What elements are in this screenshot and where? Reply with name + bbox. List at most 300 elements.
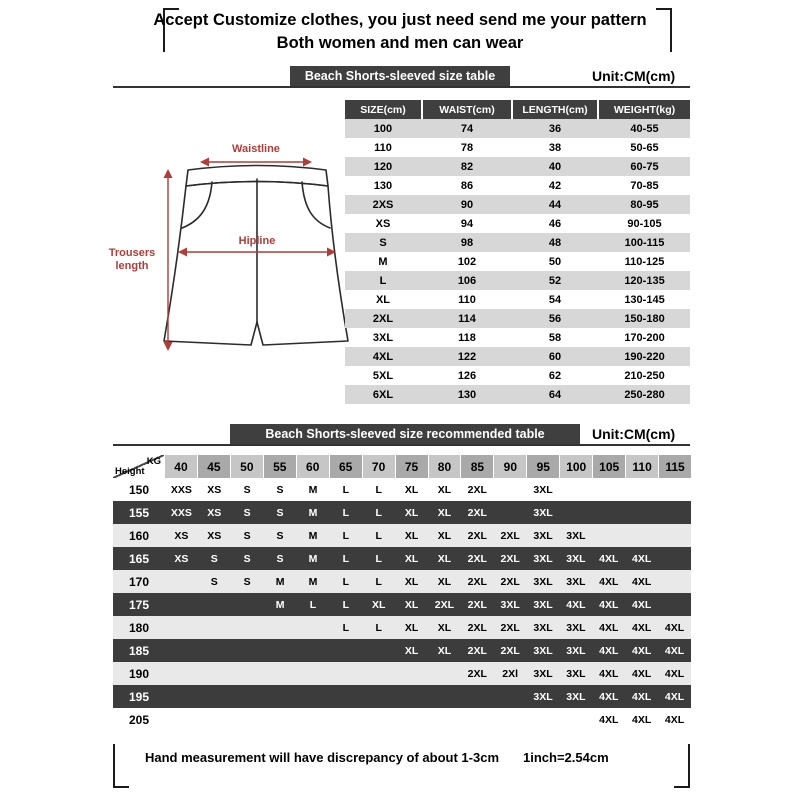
- recommend-cell: 4XL: [632, 621, 652, 634]
- recommend-cell: [560, 478, 593, 501]
- recommend-cell: 4XL: [566, 598, 586, 611]
- recommend-cell: S: [276, 506, 284, 519]
- waistline-arrowhead-left: [200, 158, 209, 167]
- size-table-cell: 210-250: [624, 369, 665, 382]
- recommend-cell: S: [243, 575, 251, 588]
- size-table-cell: 118: [458, 331, 476, 344]
- size-table-cell: 250-280: [624, 388, 665, 401]
- recommend-cell: 3XL: [533, 621, 553, 634]
- size-table-cell: 90: [460, 198, 474, 211]
- size-table-cell: 40: [548, 160, 562, 173]
- inch-conversion-note: 1inch=2.54cm: [523, 750, 609, 765]
- recommend-cell: L: [375, 552, 382, 565]
- recommend-cell: S: [243, 483, 251, 496]
- weight-column-header: 110: [626, 455, 659, 478]
- recommend-cell: 4XL: [664, 621, 685, 634]
- recommend-cell: XL: [371, 598, 386, 611]
- recommend-cell: 4XL: [664, 644, 685, 657]
- size-table-body: [345, 119, 690, 404]
- recommend-cell: L: [342, 529, 350, 542]
- header-line2: Both women and men can wear: [276, 34, 524, 52]
- waistline-arrowhead-right: [303, 158, 312, 167]
- size-table-row: [345, 176, 690, 195]
- recommend-cell: [297, 616, 330, 639]
- section2-divider: [113, 444, 690, 446]
- recommend-cell: [461, 685, 494, 708]
- recommend-cell: [527, 708, 560, 731]
- recommend-cell: [198, 639, 231, 662]
- recommend-row: [113, 685, 691, 708]
- section1-divider: [113, 86, 690, 88]
- recommend-cell: XL: [404, 644, 419, 657]
- recommend-cell: XS: [207, 483, 222, 496]
- recommend-cell: 2XL: [500, 644, 520, 657]
- weight-column-header: 45: [198, 455, 231, 478]
- size-table-cell: 86: [460, 179, 474, 192]
- weight-column-header: 85: [461, 455, 494, 478]
- recommend-cell: [494, 501, 527, 524]
- size-table-cell: 170-200: [624, 331, 665, 344]
- size-table-cell: 90-105: [627, 217, 662, 230]
- recommend-row: [113, 547, 691, 570]
- weight-column-header: 75: [396, 455, 429, 478]
- recommend-cell: 2XL: [467, 598, 487, 611]
- recommend-table: [113, 455, 691, 731]
- recommend-cell: [428, 685, 461, 708]
- recommend-cell: XS: [174, 529, 189, 542]
- height-cell: 195: [128, 689, 150, 704]
- recommend-cell: [264, 616, 297, 639]
- recommend-cell: 2XL: [500, 529, 520, 542]
- recommend-table-body: [113, 478, 691, 731]
- section1-unit-label: Unit:CM(cm): [592, 68, 676, 84]
- size-table-column-header: LENGTH(cm): [513, 100, 597, 119]
- recommend-cell: L: [342, 621, 350, 634]
- size-table-row: [345, 309, 690, 328]
- recommend-cell: [198, 593, 231, 616]
- recommend-row: [113, 639, 691, 662]
- size-table-cell: 130: [373, 179, 393, 192]
- recommend-cell: 3XL: [566, 644, 586, 657]
- height-cell: 155: [128, 505, 150, 520]
- recommend-cell: 2Xl: [502, 667, 519, 680]
- recommend-cell: XL: [404, 621, 419, 634]
- recommend-row: [113, 501, 691, 524]
- height-cell: 185: [128, 643, 150, 658]
- recommend-cell: M: [275, 598, 285, 611]
- size-table-cell: 78: [460, 141, 474, 154]
- size-table-cell: 3XL: [372, 331, 394, 344]
- recommend-cell: L: [375, 506, 382, 519]
- recommend-cell: XL: [437, 621, 452, 634]
- recommend-cell: 3XL: [533, 575, 553, 588]
- recommend-row: [113, 662, 691, 685]
- recommend-cell: 4XL: [664, 667, 685, 680]
- size-table-cell: 50-65: [630, 141, 659, 154]
- recommend-cell: L: [309, 598, 317, 611]
- size-table-row: [345, 138, 690, 157]
- trousers-length-arrowhead-bottom: [164, 342, 173, 351]
- size-table-row: [345, 271, 690, 290]
- recommend-cell: 4XL: [632, 667, 652, 680]
- recommend-cell: S: [276, 483, 284, 496]
- recommend-cell: [198, 685, 231, 708]
- recommend-cell: 4XL: [599, 667, 619, 680]
- recommend-cell: S: [243, 552, 251, 565]
- recommend-cell: 4XL: [664, 713, 685, 726]
- recommend-cell: [658, 547, 691, 570]
- recommend-cell: L: [375, 483, 382, 496]
- recommend-cell: S: [243, 529, 251, 542]
- recommend-cell: XL: [404, 529, 419, 542]
- recommend-cell: L: [342, 506, 350, 519]
- size-table-cell: 82: [460, 160, 474, 173]
- recommend-cell: [165, 639, 198, 662]
- size-table-row: [345, 252, 690, 271]
- recommend-cell: M: [308, 552, 318, 565]
- weight-column-header: 115: [659, 455, 691, 478]
- recommend-cell: [231, 616, 264, 639]
- recommend-cell: [395, 685, 428, 708]
- recommend-cell: 3XL: [566, 575, 586, 588]
- recommend-cell: [329, 685, 362, 708]
- recommend-cell: 2XL: [434, 598, 455, 611]
- recommend-cell: L: [375, 575, 382, 588]
- recommend-cell: 2XL: [467, 644, 487, 657]
- recommend-cell: 4XL: [632, 644, 652, 657]
- recommend-cell: XXS: [170, 483, 192, 496]
- recommend-cell: [329, 662, 362, 685]
- size-table-cell: 120: [373, 160, 393, 173]
- size-table-cell: XL: [375, 293, 391, 306]
- corner-cell: [113, 455, 165, 478]
- recommend-cell: [658, 570, 691, 593]
- recommend-cell: [658, 524, 691, 547]
- weight-column-header: 40: [165, 455, 198, 478]
- recommend-row: [113, 570, 691, 593]
- recommend-cell: [362, 662, 395, 685]
- trousers-length-label: Trousers length: [108, 247, 156, 272]
- shorts-left-pocket: [182, 182, 212, 228]
- recommend-cell: [461, 708, 494, 731]
- recommend-cell: XS: [207, 506, 222, 519]
- recommend-cell: [592, 501, 625, 524]
- recommend-cell: 4XL: [632, 575, 652, 588]
- size-table-row: [345, 290, 690, 309]
- recommend-cell: 4XL: [632, 552, 652, 565]
- measurement-note: Hand measurement will have discrepancy of about 1-3cm: [145, 750, 500, 765]
- recommend-cell: L: [342, 552, 350, 565]
- recommend-cell: XL: [437, 644, 452, 657]
- recommend-cell: [264, 639, 297, 662]
- hipline-arrowhead-left: [178, 248, 187, 257]
- size-table-cell: 114: [458, 312, 476, 325]
- recommend-cell: XL: [404, 575, 419, 588]
- recommend-cell: 3XL: [566, 667, 586, 680]
- recommend-cell: 3XL: [566, 552, 586, 565]
- weight-column-header: 70: [363, 455, 396, 478]
- recommend-cell: S: [276, 529, 284, 542]
- recommend-cell: L: [375, 529, 382, 542]
- recommend-cell: XL: [404, 598, 419, 611]
- recommend-cell: [297, 685, 330, 708]
- size-table-cell: 70-85: [630, 179, 659, 192]
- size-table-cell: 62: [548, 369, 562, 382]
- recommend-cell: 4XL: [599, 690, 619, 703]
- size-table-cell: 150-180: [624, 312, 665, 325]
- size-table-cell: 6XL: [372, 388, 394, 401]
- recommend-cell: [231, 639, 264, 662]
- recommend-cell: [165, 708, 198, 731]
- recommend-cell: 2XL: [467, 529, 487, 542]
- recommend-cell: [560, 708, 593, 731]
- size-table-row: [345, 119, 690, 138]
- recommend-cell: M: [308, 483, 318, 496]
- recommend-cell: [362, 685, 395, 708]
- recommend-cell: 4XL: [632, 598, 652, 611]
- size-table-cell: 60: [548, 350, 562, 363]
- shorts-right-pocket: [302, 182, 330, 228]
- size-table-cell: 52: [548, 274, 562, 287]
- recommend-table-header-row: [113, 455, 691, 478]
- section2-title-bar: Beach Shorts-sleeved size recommended table: [230, 424, 580, 445]
- size-table-cell: 80-95: [630, 198, 659, 211]
- recommend-cell: [329, 639, 362, 662]
- weight-column-header: 105: [593, 455, 626, 478]
- recommend-cell: 3XL: [533, 529, 553, 542]
- recommend-cell: 3XL: [533, 644, 553, 657]
- recommend-cell: [231, 708, 264, 731]
- size-table-cell: 130-145: [624, 293, 665, 306]
- recommend-cell: [625, 478, 658, 501]
- recommend-cell: 3XL: [566, 690, 586, 703]
- recommend-cell: [428, 662, 461, 685]
- size-table-row: [345, 347, 690, 366]
- size-table-row: [345, 328, 690, 347]
- recommend-cell: [231, 685, 264, 708]
- recommend-cell: [297, 639, 330, 662]
- size-table-cell: 126: [457, 369, 477, 382]
- size-table-cell: 130: [457, 388, 477, 401]
- recommend-cell: 2XL: [467, 483, 487, 496]
- recommend-cell: [362, 639, 395, 662]
- recommend-cell: 4XL: [632, 713, 652, 726]
- recommend-cell: [165, 593, 198, 616]
- size-table-cell: L: [379, 274, 387, 287]
- height-cell: 150: [128, 482, 150, 497]
- height-cell: 190: [128, 666, 150, 681]
- recommend-cell: XL: [437, 506, 452, 519]
- size-table-cell: 106: [457, 274, 477, 287]
- recommend-cell: [165, 662, 198, 685]
- recommend-cell: [428, 708, 461, 731]
- size-table-cell: 4XL: [372, 350, 394, 363]
- recommend-cell: [329, 708, 362, 731]
- height-cell: 205: [128, 712, 150, 727]
- recommend-row: [113, 524, 691, 547]
- header: [0, 9, 800, 55]
- recommend-cell: 3XL: [533, 483, 553, 496]
- size-table-cell: 36: [548, 122, 562, 135]
- recommend-cell: 3XL: [533, 690, 553, 703]
- weight-column-header: 90: [494, 455, 527, 478]
- recommend-cell: [625, 524, 658, 547]
- size-table-cell: 42: [548, 179, 562, 192]
- size-table-header: [345, 100, 690, 119]
- corner-kg-label: KG: [146, 456, 161, 467]
- size-table-cell: 38: [548, 141, 562, 154]
- recommend-cell: [231, 662, 264, 685]
- recommend-cell: [264, 685, 297, 708]
- weight-column-header: 55: [264, 455, 297, 478]
- size-table-column-header: SIZE(cm): [345, 100, 421, 119]
- height-cell: 180: [128, 620, 150, 635]
- recommend-cell: XL: [437, 575, 452, 588]
- size-table-row: [345, 366, 690, 385]
- size-table: [345, 100, 690, 404]
- recommend-cell: S: [243, 506, 251, 519]
- recommend-cell: [264, 662, 297, 685]
- recommend-cell: XL: [404, 483, 419, 496]
- shorts-body-outline: [164, 182, 348, 346]
- size-table-cell: 100: [373, 122, 393, 135]
- size-table-cell: 58: [548, 331, 562, 344]
- recommend-cell: [395, 708, 428, 731]
- recommend-cell: 4XL: [599, 575, 619, 588]
- recommend-cell: 2XL: [467, 552, 487, 565]
- recommend-cell: L: [342, 483, 350, 496]
- recommend-cell: [198, 708, 231, 731]
- size-table-cell: 2XS: [372, 198, 394, 211]
- size-table-cell: 2XL: [372, 312, 394, 325]
- recommend-cell: [395, 662, 428, 685]
- section1-title-bar: Beach Shorts-sleeved size table: [290, 66, 510, 87]
- recommend-cell: [165, 570, 198, 593]
- size-table-cell: 50: [548, 255, 562, 268]
- recommend-cell: [592, 524, 625, 547]
- recommend-cell: XL: [404, 506, 419, 519]
- section2-unit-label: Unit:CM(cm): [592, 426, 676, 442]
- recommend-cell: 3XL: [533, 598, 553, 611]
- height-cell: 175: [128, 597, 150, 612]
- size-table-row: [345, 385, 690, 404]
- height-cell: 170: [128, 574, 150, 589]
- size-table-column-header: WAIST(cm): [423, 100, 511, 119]
- recommend-cell: 3XL: [533, 552, 553, 565]
- recommend-cell: 2XL: [467, 506, 487, 519]
- recommend-cell: XXS: [170, 506, 192, 519]
- recommend-cell: 2XL: [500, 575, 520, 588]
- size-table-column-header: WEIGHT(kg): [599, 100, 690, 119]
- recommend-cell: 4XL: [599, 552, 619, 565]
- size-table-row: [345, 233, 690, 252]
- recommend-cell: [297, 662, 330, 685]
- size-table-row: [345, 157, 690, 176]
- size-table-cell: 56: [548, 312, 562, 325]
- recommend-cell: M: [308, 529, 318, 542]
- recommend-cell: M: [308, 506, 318, 519]
- shorts-diagram: [100, 135, 365, 370]
- recommend-row: [113, 478, 691, 501]
- size-table-row: [345, 214, 690, 233]
- size-table-cell: 98: [460, 236, 474, 249]
- recommend-cell: [560, 501, 593, 524]
- height-cell: 160: [128, 528, 150, 543]
- recommend-cell: S: [276, 552, 284, 565]
- recommend-cell: 4XL: [599, 713, 619, 726]
- recommend-cell: [198, 662, 231, 685]
- recommend-cell: XL: [437, 552, 452, 565]
- recommend-cell: L: [375, 621, 382, 634]
- recommend-cell: XL: [404, 552, 419, 565]
- size-table-cell: 122: [457, 350, 477, 363]
- recommend-cell: L: [342, 575, 350, 588]
- recommend-cell: [625, 501, 658, 524]
- recommend-cell: [658, 501, 691, 524]
- size-table-cell: 48: [548, 236, 562, 249]
- recommend-cell: 4XL: [664, 690, 685, 703]
- recommend-cell: [231, 593, 264, 616]
- recommend-row: [113, 593, 691, 616]
- recommend-cell: 3XL: [566, 529, 586, 542]
- recommend-cell: 2XL: [467, 667, 487, 680]
- trousers-length-arrowhead-top: [164, 169, 173, 178]
- weight-column-header: 60: [297, 455, 330, 478]
- size-table-cell: S: [379, 236, 387, 249]
- size-table-cell: 5XL: [372, 369, 394, 382]
- size-table-cell: 60-75: [630, 160, 659, 173]
- recommend-cell: 4XL: [632, 690, 652, 703]
- recommend-row: [113, 708, 691, 731]
- recommend-cell: XL: [437, 529, 452, 542]
- weight-column-header: 65: [330, 455, 363, 478]
- recommend-cell: L: [342, 598, 350, 611]
- weight-column-header: 95: [527, 455, 560, 478]
- recommend-cell: 4XL: [599, 598, 619, 611]
- recommend-cell: [165, 616, 198, 639]
- recommend-cell: [297, 708, 330, 731]
- recommend-cell: 3XL: [533, 667, 553, 680]
- recommend-cell: [198, 616, 231, 639]
- recommend-cell: [362, 708, 395, 731]
- recommend-cell: 4XL: [599, 644, 619, 657]
- size-table-cell: 74: [460, 122, 474, 135]
- recommend-cell: 4XL: [599, 621, 619, 634]
- size-table-cell: M: [378, 255, 388, 268]
- recommend-cell: M: [308, 575, 318, 588]
- size-table-cell: 110-125: [624, 255, 665, 268]
- recommend-cell: [165, 685, 198, 708]
- recommend-cell: S: [210, 575, 218, 588]
- hipline-label: Hipline: [238, 235, 276, 247]
- header-line1: Accept Customize clothes, you just need send me your pattern: [153, 11, 647, 29]
- recommend-cell: XS: [207, 529, 222, 542]
- size-table-cell: 120-135: [624, 274, 665, 287]
- size-table-cell: 100-115: [624, 236, 665, 249]
- size-table-cell: 110: [458, 293, 476, 306]
- size-table-cell: XS: [375, 217, 391, 230]
- recommend-cell: 3XL: [500, 598, 520, 611]
- recommend-cell: M: [275, 575, 285, 588]
- size-table-cell: 64: [548, 388, 562, 401]
- size-table-cell: 44: [548, 198, 562, 211]
- crop-mark-bottom-right: [674, 744, 690, 788]
- size-table-cell: 40-55: [630, 122, 659, 135]
- recommend-cell: [658, 478, 691, 501]
- recommend-cell: 2XL: [467, 621, 487, 634]
- weight-column-header: 100: [560, 455, 593, 478]
- recommend-cell: 2XL: [467, 575, 487, 588]
